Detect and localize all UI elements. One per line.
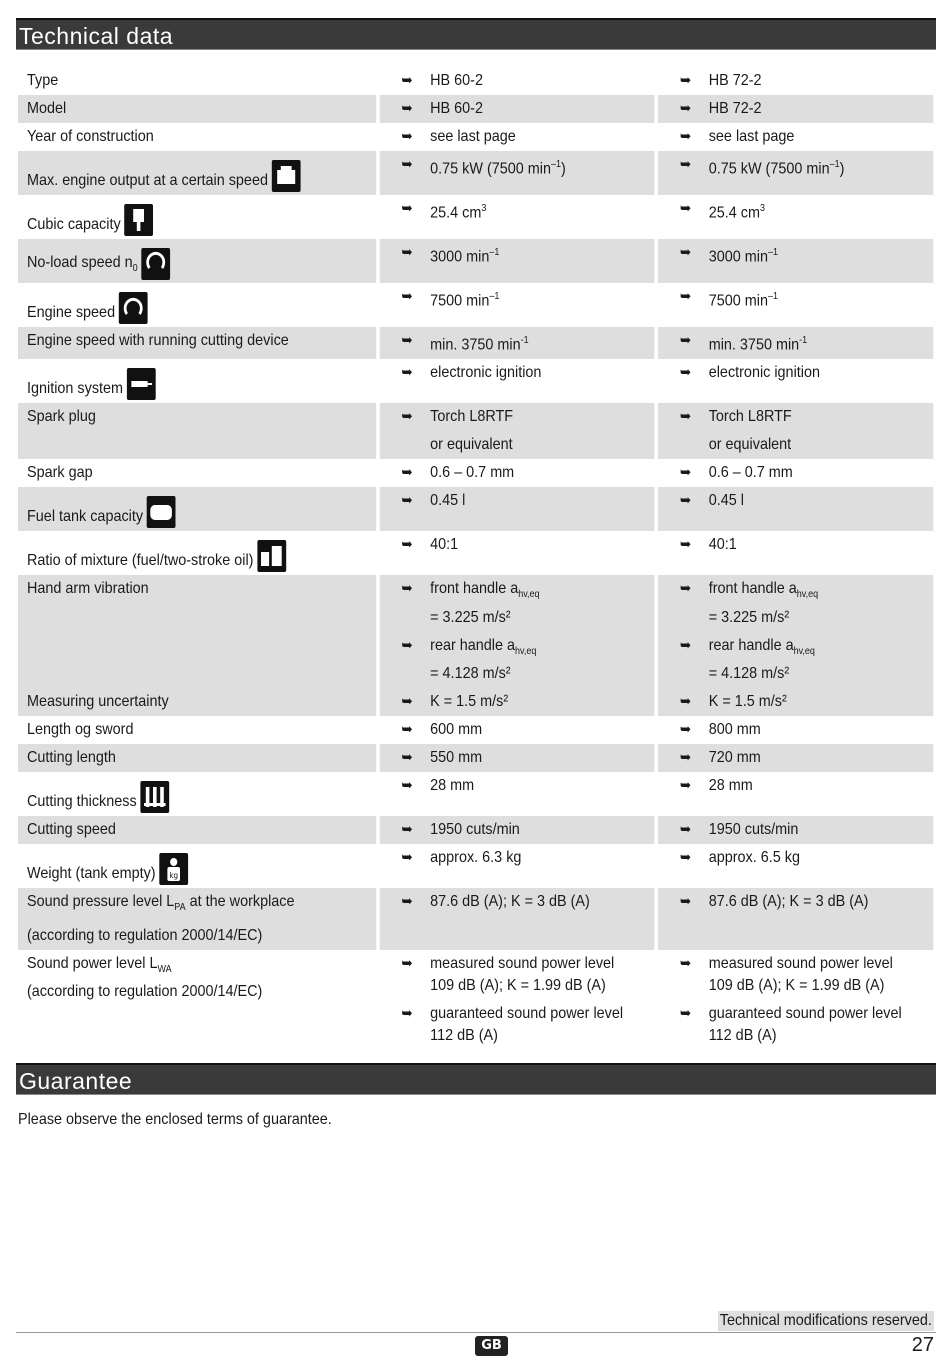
table-row <box>18 123 933 151</box>
value-measured: measured sound power level <box>430 954 615 972</box>
row-label: Model <box>18 95 376 123</box>
arrow-icon: ➥ <box>401 72 413 89</box>
value-measured: measured sound power level <box>708 954 893 972</box>
row-label: Cutting speed <box>18 816 376 844</box>
arrow-icon: ➥ <box>401 288 413 305</box>
value-hb60: see last page <box>430 128 516 145</box>
arrow-icon: ➥ <box>679 692 692 710</box>
value-hb72: 87.6 dB (A); K = 3 dB (A) <box>708 892 869 910</box>
value-hb60-line2: or equivalent <box>430 436 513 454</box>
weight-icon <box>159 853 188 885</box>
arrow-icon: ➥ <box>679 288 692 305</box>
section-title: Guarantee <box>19 1068 133 1094</box>
footer-note: Technical modifications reserved. <box>720 1312 933 1329</box>
row-label-secondary: Measuring uncertainty <box>27 692 169 710</box>
value-front-handle: front handle a <box>430 580 519 598</box>
row-label: Cutting thickness <box>27 792 137 810</box>
arrow-icon: ➥ <box>679 464 692 482</box>
arrow-icon: ➥ <box>679 156 692 173</box>
value-uncertainty: K = 1.5 m/s² <box>708 692 787 710</box>
table-row <box>18 403 933 459</box>
value-hb60: 25.4 cm <box>430 204 482 222</box>
arrow-icon: ➥ <box>679 332 692 349</box>
arrow-icon: ➥ <box>401 692 413 710</box>
value-hb60: 28 mm <box>430 776 475 794</box>
value-hb72: 0.45 l <box>708 492 744 510</box>
table-row <box>18 359 933 403</box>
arrow-icon: ➥ <box>679 776 692 794</box>
table-row: Max. engine output at a certain speed ➥ 0.75 kW (7500 $\min^{-1}$) ➥ 0.75 kW (7500 $\min^{-1}$) <box>18 151 933 195</box>
value-rear-handle: rear handle a <box>430 636 516 654</box>
table-row <box>18 744 933 772</box>
row-label: Fuel tank capacity <box>27 508 144 526</box>
table-row <box>18 772 933 816</box>
table-row <box>18 95 933 123</box>
arrow-icon: ➥ <box>401 244 413 261</box>
value-guaranteed: guaranteed sound power level <box>430 1004 624 1022</box>
value-hb60: 87.6 dB (A); K = 3 dB (A) <box>430 892 590 910</box>
value-hb60: electronic ignition <box>430 364 542 382</box>
row-label: Cutting length <box>18 744 376 772</box>
arrow-icon: ➥ <box>401 954 413 972</box>
row-label: Year of construction <box>27 128 154 145</box>
value-hb72: approx. 6.5 kg <box>708 848 800 866</box>
value-hb72: 7500 min <box>708 292 768 310</box>
row-label-secondary: (according to regulation 2000/14/EC) <box>27 926 263 944</box>
svg-text:kg: kg <box>169 870 178 880</box>
section-title: Technical data <box>19 23 174 49</box>
arrow-icon: ➥ <box>679 408 692 426</box>
no-load-speed-icon <box>141 248 170 280</box>
value-uncertainty: K = 1.5 m/s² <box>430 692 509 710</box>
table-row <box>18 888 933 950</box>
table-row: Hand arm vibration Measuring uncertainty ➥ front handle $a_{hv,eq}$ = 3.225 m/s² ➥ rear handle $a_{hv,eq}$ = 4.128 m/s² ➥ K = 1.5 m/s² ➥ front handle $a_{hv,eq}$ = 3.225 m/s² ➥ rear handle $a_{hv,eq}$ = 4.128 m/s² ➥ K = 1.5 m/s² <box>18 575 933 715</box>
value-hb72: 800 mm <box>708 720 761 738</box>
arrow-icon: ➥ <box>401 464 413 482</box>
arrow-icon: ➥ <box>401 892 413 910</box>
table-row: Engine speed with running cutting device ➥ min. 3750 $\min^{-1}$ ➥ min. 3750 $\min^{-1}$ <box>18 327 933 359</box>
row-label: Ratio of mixture (fuel/two-stroke oil) <box>27 552 254 570</box>
arrow-icon: ➥ <box>401 636 413 654</box>
arrow-icon: ➥ <box>679 848 692 866</box>
value-hb60: 0.6 – 0.7 mm <box>430 464 515 482</box>
value-hb72-line2: or equivalent <box>708 436 792 454</box>
table-row <box>18 487 933 531</box>
arrow-icon: ➥ <box>679 748 692 766</box>
cutting-thickness-icon <box>140 781 169 813</box>
table-row <box>18 816 933 844</box>
value-hb60: Torch L8RTF <box>430 408 514 426</box>
row-label-secondary: (according to regulation 2000/14/EC) <box>27 983 263 1001</box>
page-number: 27 <box>911 1334 934 1356</box>
value-front-handle: front handle a <box>708 580 797 598</box>
fuel-tank-icon <box>147 496 176 528</box>
arrow-icon: ➥ <box>401 820 413 838</box>
table-row: Sound power level $L_{WA}$ (according to regulation 2000/14/EC) ➥ measured sound power level 109 dB (A); K = 1.99 dB (A) ➥ guaranteed sound power level 112 dB (A) ➥ measured sound power level 109 dB (A); K = 1.99 dB (A) ➥ guaranteed sound power level 112 dB (A) <box>27 954 902 1044</box>
arrow-icon: ➥ <box>679 580 692 598</box>
arrow-icon: ➥ <box>401 1004 413 1022</box>
row-label: Ignition system <box>27 380 124 398</box>
table-row <box>18 531 933 575</box>
row-label: Type <box>27 72 59 89</box>
arrow-icon: ➥ <box>401 200 413 217</box>
fuel-mixture-icon <box>257 540 286 572</box>
arrow-icon: ➥ <box>679 636 692 654</box>
arrow-icon: ➥ <box>679 492 692 510</box>
arrow-icon: ➥ <box>401 332 413 349</box>
row-label: No-load speed $n_0$ <box>27 253 138 274</box>
arrow-icon: ➥ <box>401 536 413 554</box>
arrow-icon: ➥ <box>679 536 692 554</box>
row-label: Spark plug <box>18 403 376 459</box>
arrow-icon: ➥ <box>401 408 413 426</box>
arrow-icon: ➥ <box>401 748 413 766</box>
technical-data-table <box>18 67 934 1050</box>
value-hb72: 720 mm <box>708 748 761 766</box>
piston-icon <box>124 204 153 236</box>
value-hb60: 0.45 l <box>430 492 466 510</box>
guarantee-header <box>16 1063 936 1095</box>
row-label: Sound pressure level $L_{PA}$ at the workplace <box>27 892 295 913</box>
technical-data-header <box>16 18 936 50</box>
table-row <box>18 716 933 744</box>
value-hb72: 25.4 cm <box>708 204 760 222</box>
value-hb72: 40:1 <box>708 536 737 554</box>
value-hb72: HB 72-2 <box>708 100 762 117</box>
value-guaranteed: guaranteed sound power level <box>708 1004 902 1022</box>
table-row <box>18 459 933 487</box>
table-row: No-load speed $n_0$ ➥ 3000 $\min^{-1}$ ➥ 3000 $\min^{-1}$ <box>18 239 933 283</box>
value-hb60: HB 60-2 <box>430 100 483 117</box>
arrow-icon: ➥ <box>679 820 692 838</box>
arrow-icon: ➥ <box>401 128 413 145</box>
row-label: Cubic capacity <box>27 216 121 233</box>
arrow-icon: ➥ <box>679 200 692 217</box>
row-label: Hand arm vibration <box>27 580 149 598</box>
value-hb72: electronic ignition <box>708 364 820 382</box>
value-hb60: min. 3750 min <box>430 336 521 354</box>
arrow-icon: ➥ <box>401 720 413 738</box>
arrow-icon: ➥ <box>679 72 692 89</box>
arrow-icon: ➥ <box>679 720 692 738</box>
footer-divider <box>16 1332 936 1333</box>
value-hb72: HB 72-2 <box>708 72 762 89</box>
arrow-icon: ➥ <box>679 954 692 972</box>
engine-speed-icon <box>119 292 148 324</box>
value-hb60: 40:1 <box>430 536 459 554</box>
table-row: Cubic capacity ➥ 25.4 $cm^3$ ➥ 25.4 $cm^3$ <box>18 195 933 239</box>
arrow-icon: ➥ <box>401 364 413 382</box>
value-hb60: 3000 min <box>430 248 490 266</box>
row-label: Sound power level $L_{WA}$ <box>27 954 172 976</box>
spark-plug-icon <box>127 368 156 400</box>
row-label: Weight (tank empty) <box>27 864 156 882</box>
table-row: Engine speed ➥ 7500 $\min^{-1}$ ➥ 7500 $\min^{-1}$ <box>18 283 933 327</box>
arrow-icon: ➥ <box>401 580 413 598</box>
value-hb72: 28 mm <box>708 776 753 794</box>
language-badge: GB <box>475 1336 508 1356</box>
value-hb60: HB 60-2 <box>430 72 483 89</box>
arrow-icon: ➥ <box>679 244 692 261</box>
arrow-icon: ➥ <box>401 848 413 866</box>
row-label: Max. engine output at a certain speed <box>27 172 268 189</box>
value-hb60: 0.75 kW (7500 min <box>430 160 551 178</box>
row-label: Spark gap <box>27 464 93 482</box>
arrow-icon: ➥ <box>401 100 413 117</box>
value-hb60: 1950 cuts/min <box>430 820 520 838</box>
row-label: Engine speed with running cutting device <box>18 327 376 359</box>
value-hb60: approx. 6.3 kg <box>430 848 522 866</box>
value-hb60: 600 mm <box>430 720 483 738</box>
value-hb72: Torch L8RTF <box>708 408 792 426</box>
guarantee-text: Please observe the enclosed terms of guarantee. <box>18 1111 332 1128</box>
engine-icon <box>272 160 301 192</box>
value-hb60: 550 mm <box>430 748 483 766</box>
value-hb72: 0.75 kW (7500 min <box>708 160 830 178</box>
value-hb72: min. 3750 min <box>708 336 800 354</box>
arrow-icon: ➥ <box>679 128 692 145</box>
row-label: Length og sword <box>27 720 134 738</box>
arrow-icon: ➥ <box>679 364 692 382</box>
row-label: Engine speed <box>27 304 116 321</box>
table-row <box>18 67 933 95</box>
value-rear-handle: rear handle a <box>708 636 794 654</box>
arrow-icon: ➥ <box>679 1004 692 1022</box>
arrow-icon: ➥ <box>401 156 413 173</box>
value-hb60: 7500 min <box>430 292 490 310</box>
value-hb72: see last page <box>708 128 795 145</box>
value-hb72: 3000 min <box>708 248 768 266</box>
value-hb72: 0.6 – 0.7 mm <box>708 464 793 482</box>
value-hb72: 1950 cuts/min <box>708 820 799 838</box>
table-row <box>18 844 933 888</box>
arrow-icon: ➥ <box>401 776 413 794</box>
arrow-icon: ➥ <box>679 892 692 910</box>
arrow-icon: ➥ <box>679 100 692 117</box>
arrow-icon: ➥ <box>401 492 413 510</box>
